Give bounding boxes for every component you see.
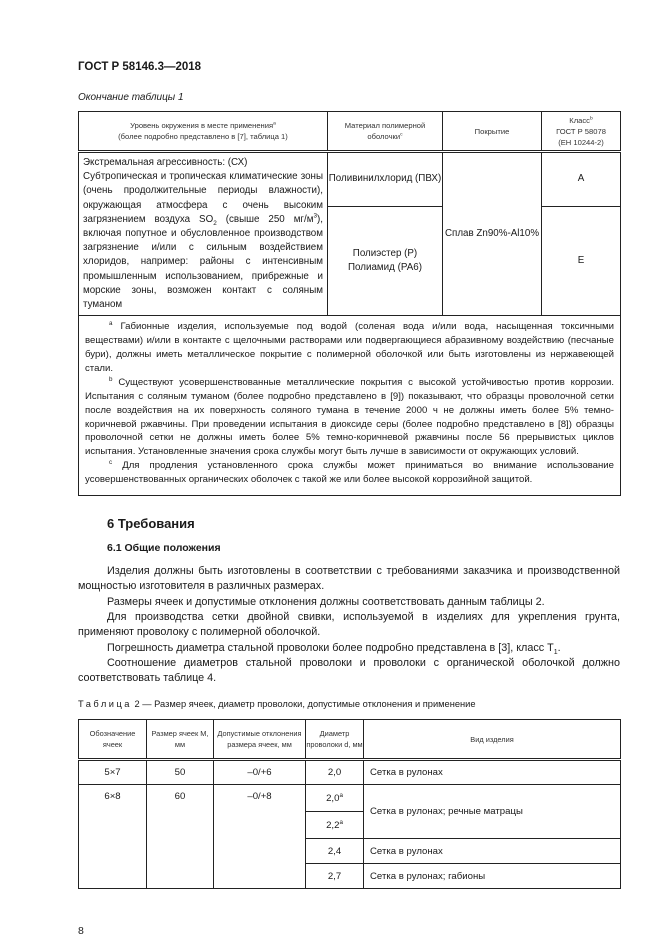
header-environment: Уровень окружения в месте применения$^a$ (более подробно представлено в [7], таблица 1) bbox=[79, 112, 328, 152]
header-cell-diameter: Диаметр проволоки d, мм bbox=[306, 720, 364, 760]
table-2-caption: Таблица 2 — Размер ячеек, диаметр проволоки, допустимые отклонения и применение bbox=[78, 699, 476, 710]
subsection-title: 6.1 Общие положения bbox=[107, 542, 221, 555]
table-2 bbox=[78, 719, 621, 889]
page bbox=[78, 60, 620, 938]
environment-cell: Экстремальная агрессивность: (СХ) Субтропическая и тропическая климатические зоны (очень продолжительные периоды влажности), окружающая атмосфера с очень высоким загрязнением воздуха $SO_2$ (свыше 250 $мг/м^3$), включая попутное и обусловленное производством загрязнение и/или с сильным воздействием хлоридов, например: районы с интенсивным промышленным использованием, прибрежные и морские зоны, возможен контакт с соляным туманом bbox=[79, 152, 328, 316]
class-a: А bbox=[542, 152, 621, 207]
cell-size: 60 bbox=[147, 785, 214, 889]
table-footnotes bbox=[79, 316, 621, 496]
cell-product: Сетка в рулонах; речные матрацы bbox=[364, 785, 621, 839]
cell-diameter: 2,7 bbox=[306, 864, 364, 889]
cell-tolerance: –0/+6 bbox=[214, 760, 306, 785]
table-continuation-label: Окончание таблицы 1 bbox=[78, 92, 184, 103]
material-pvc: Поливинилхлорид (ПВХ) bbox=[328, 152, 443, 207]
section-title: 6 Требования bbox=[107, 516, 195, 532]
footnote-b: $^b$ Существуют усовершенствованные металлические покрытия с высокой устойчивостью против коррозии. Испытания с соляным туманом (более подробно представлено в [9]) показывают, что образцы проволочной сетки после воздействия на их поверхность соляного тумана в течение 2000 ч не должны иметь более 5% темно-коричневой ржавчины. При проведении испытания в диоксиде серы (более подробно представлено в [8]) образцы проволочной сетки не должны иметь более 5% темно-коричневой ржавчины после 56 прерывистых циклов испытания. Установленные значения срока службы могут быть лучше в зависимости от окружающих условий. bbox=[85, 375, 614, 458]
cell-diameter: 2,2$^a$ bbox=[306, 812, 364, 839]
cell-diameter: 2,0 bbox=[306, 760, 364, 785]
coating-cell: Сплав Zn90%-Al10% bbox=[443, 152, 542, 316]
table-row bbox=[79, 760, 621, 785]
cell-mark: 5×7 bbox=[79, 760, 147, 785]
cell-product: Сетка в рулонах bbox=[364, 839, 621, 864]
page-number: 8 bbox=[78, 925, 84, 938]
cell-product: Сетка в рулонах; габионы bbox=[364, 864, 621, 889]
paragraph: Изделия должны быть изготовлены в соответствии с требованиями заказчика и производственной мощностью изготовителя в различных размерах. bbox=[78, 565, 620, 593]
class-e: Е bbox=[542, 207, 621, 316]
header-cell-product: Вид изделия bbox=[364, 720, 621, 760]
paragraph: Погрешность диаметра стальной проволоки более подробно представлена в [3], класс $Т_1$. bbox=[107, 641, 561, 656]
section-body bbox=[78, 564, 620, 686]
header-cell-tolerance: Допустимые отклонения размера ячеек, мм bbox=[214, 720, 306, 760]
document-header: ГОСТ Р 58146.3—2018 bbox=[78, 61, 202, 73]
paragraph: Размеры ячеек и допустимые отклонения должны соответствовать данным таблицы 2. bbox=[107, 595, 545, 608]
material-polyester-polyamide: Полиэстер (Р) Полиамид (РА6) bbox=[328, 207, 443, 316]
table-1 bbox=[78, 111, 621, 496]
footnote-a: $^a$ Габионные изделия, используемые под водой (соленая вода и/или вода, насыщенная токсичными веществами) и/или в контакте с щелочными растворами или подвергающиеся абразивному воздействию (песчаные бури), должны иметь металлическое покрытие с полимерной оболочкой или быть изготовлены из нержавеющей стали. bbox=[85, 320, 614, 374]
cell-size: 50 bbox=[147, 760, 214, 785]
cell-tolerance: –0/+8 bbox=[214, 785, 306, 889]
paragraph: Для производства сетки двойной свивки, используемой в изделиях для укрепления грунта, применяют проволоку с полимерной оболочкой. bbox=[78, 611, 620, 639]
header-class: Класс$^b$ ГОСТ Р 58078 (ЕН 10244-2) bbox=[542, 112, 621, 152]
header-coating: Покрытие bbox=[443, 112, 542, 152]
cell-mark: 6×8 bbox=[79, 785, 147, 889]
cell-product: Сетка в рулонах bbox=[364, 760, 621, 785]
paragraph: Соотношение диаметров стальной проволоки и проволоки с органической оболочкой должно соответствовать таблице 4. bbox=[78, 656, 620, 685]
cell-diameter: 2,4 bbox=[306, 839, 364, 864]
header-material: Материал полимерной оболочки$^c$ bbox=[328, 112, 443, 152]
header-cell-mark: Обозначение ячеек bbox=[79, 720, 147, 760]
header-cell-size: Размер ячеек М, мм bbox=[147, 720, 214, 760]
table-row bbox=[79, 785, 621, 812]
footnote-c: $^c$ Для продления установленного срока службы может приниматься во внимание использование усовершенствованных органических оболочек с такой же или более высокой коррозийной защитой. bbox=[85, 459, 614, 486]
cell-diameter: 2,0$^a$ bbox=[306, 785, 364, 812]
